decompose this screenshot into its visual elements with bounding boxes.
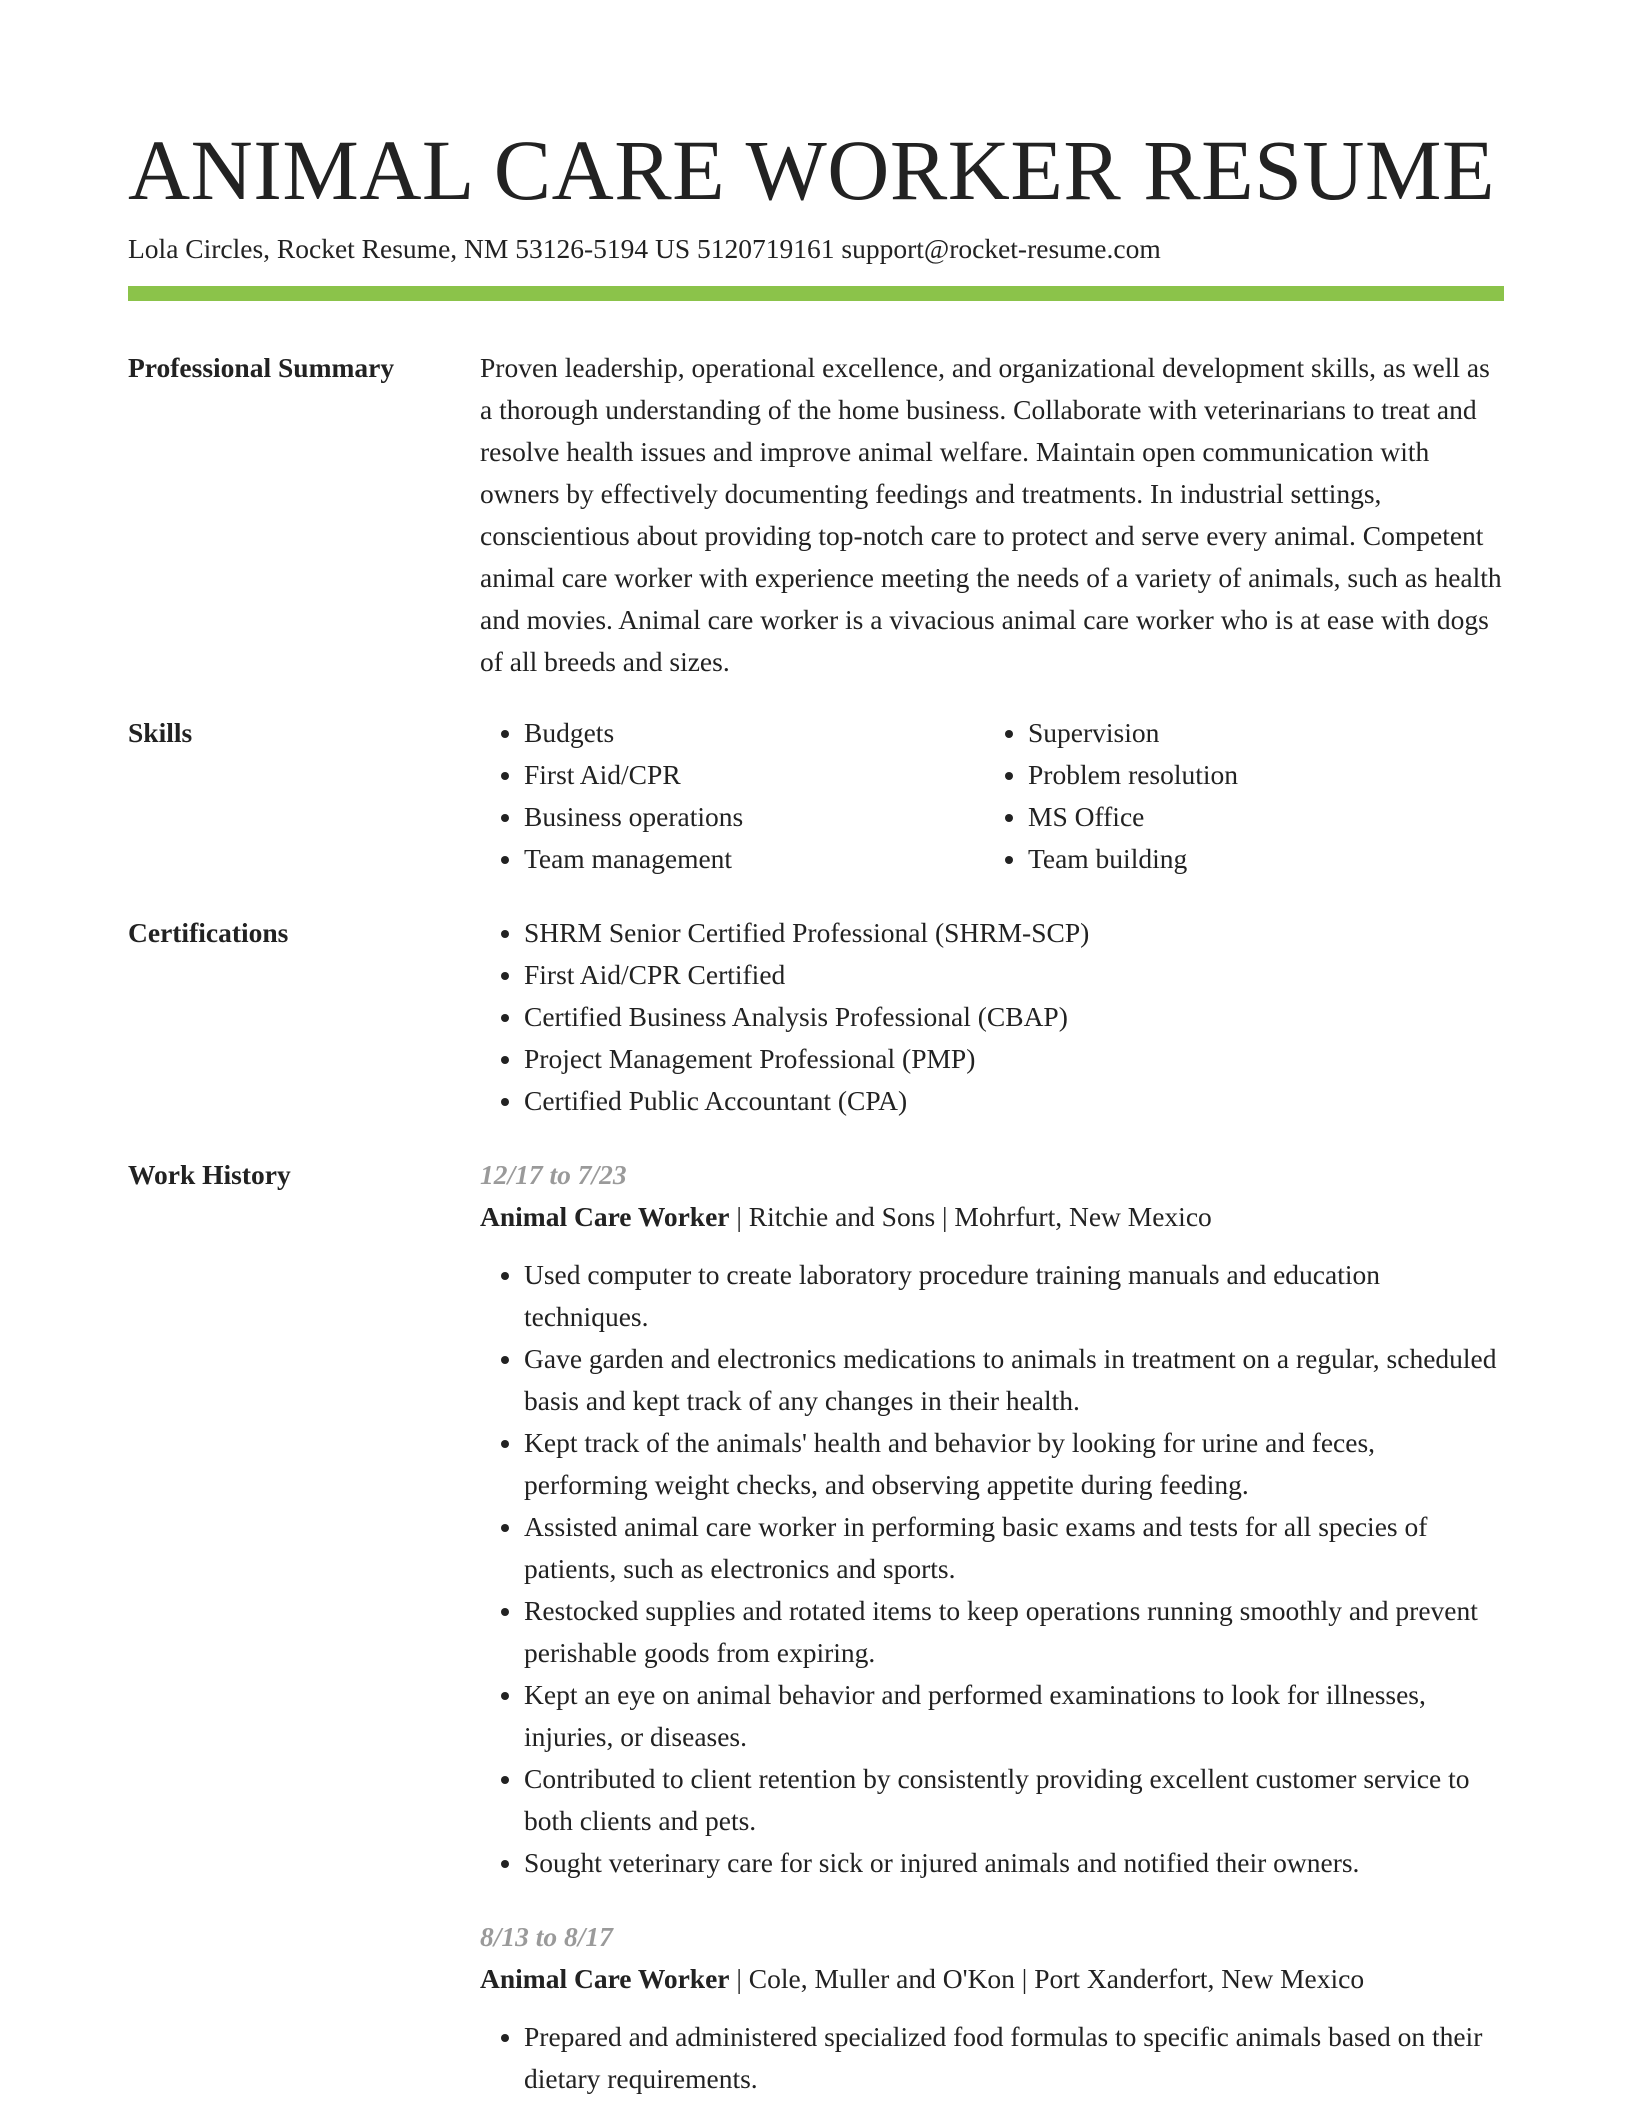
certifications-body <box>480 912 1504 1122</box>
job-employer-location: | Cole, Muller and O'Kon | Port Xanderfort, New Mexico <box>729 1963 1365 1994</box>
certifications-list <box>480 912 1504 1122</box>
skills-body <box>480 712 1504 880</box>
certification-item: • SHRM Senior Certified Professional (SHRM-SCP) <box>524 912 1504 954</box>
summary-body <box>480 347 1504 683</box>
job-duty-item: • Kept an eye on animal behavior and performed examinations to look for illnesses, injuries, or diseases. <box>524 1674 1504 1758</box>
certification-item: • First Aid/CPR Certified <box>524 954 1504 996</box>
job-entry <box>480 1154 1504 1884</box>
job-employer-location: | Ritchie and Sons | Mohrfurt, New Mexico <box>729 1201 1212 1232</box>
skill-item: • Team building <box>1028 838 1488 880</box>
skill-item: • Problem resolution <box>1028 754 1488 796</box>
skill-item: • Team management <box>524 838 984 880</box>
resume-title: ANIMAL CARE WORKER RESUME <box>128 122 1496 218</box>
skills-list-left <box>480 712 984 880</box>
summary-heading: Professional Summary <box>128 352 395 383</box>
skill-item: • First Aid/CPR <box>524 754 984 796</box>
job-duty-item: • Contributed to client retention by consistently providing excellent customer service to both clients and pets. <box>524 1758 1504 1842</box>
job-duty-item: • Assisted animal care worker in performing basic exams and tests for all species of patients, such as electronics and sports. <box>524 1506 1504 1590</box>
skill-item: • Business operations <box>524 796 984 838</box>
skill-item: • Supervision <box>1028 712 1488 754</box>
skills-heading: Skills <box>128 717 193 748</box>
job-header <box>480 1958 1504 2000</box>
job-duty-item: • Prepared and administered specialized food formulas to specific animals based on their dietary requirements. <box>524 2016 1504 2100</box>
job-entry <box>480 1916 1504 2100</box>
job-duty-item: • Gave garden and electronics medications to animals in treatment on a regular, scheduled basis and kept track of any changes in their health. <box>524 1338 1504 1422</box>
job-duty-item: • Restocked supplies and rotated items to keep operations running smoothly and prevent perishable goods from expiring. <box>524 1590 1504 1674</box>
summary-text: Proven leadership, operational excellence, and organizational development skills, as well as a thorough understanding of the home business. Collaborate with veterinarians to treat and resolve health issues and improve animal welfare. Maintain open communication with owners by effectively documenting feedings and treatments. In industrial settings, conscientious about providing top-notch care to protect and serve every animal. Competent animal care worker with experience meeting the needs of a variety of animals, such as health and movies. Animal care worker is a vivacious animal care worker who is at ease with dogs of all breeds and sizes. <box>480 352 1502 677</box>
skills-column-right <box>984 712 1488 880</box>
job-header <box>480 1196 1504 1238</box>
job-dates: 8/13 to 8/17 <box>480 1921 613 1952</box>
accent-divider <box>128 286 1504 301</box>
contact-line: Lola Circles, Rocket Resume, NM 53126-5194 US 5120719161 support@rocket-resume.com <box>128 233 1161 264</box>
job-duty-item: • Sought veterinary care for sick or injured animals and notified their owners. <box>524 1842 1504 1884</box>
job-duties-list <box>480 1254 1504 1884</box>
work-history-heading: Work History <box>128 1159 291 1190</box>
skills-column-left <box>480 712 984 880</box>
job-duties-list <box>480 2016 1504 2100</box>
skill-item: • Budgets <box>524 712 984 754</box>
certification-item: • Project Management Professional (PMP) <box>524 1038 1504 1080</box>
job-title: Animal Care Worker <box>480 1201 730 1232</box>
skills-list-right <box>984 712 1488 880</box>
skill-item: • MS Office <box>1028 796 1488 838</box>
job-title: Animal Care Worker <box>480 1963 730 1994</box>
certification-item: • Certified Public Accountant (CPA) <box>524 1080 1504 1122</box>
certifications-heading: Certifications <box>128 917 289 948</box>
job-duty-item: • Used computer to create laboratory procedure training manuals and education techniques. <box>524 1254 1504 1338</box>
certification-item: • Certified Business Analysis Professional (CBAP) <box>524 996 1504 1038</box>
job-duty-item: • Kept track of the animals' health and behavior by looking for urine and feces, performing weight checks, and observing appetite during feeding. <box>524 1422 1504 1506</box>
work-history-body <box>480 1154 1504 2100</box>
job-dates: 12/17 to 7/23 <box>480 1159 627 1190</box>
